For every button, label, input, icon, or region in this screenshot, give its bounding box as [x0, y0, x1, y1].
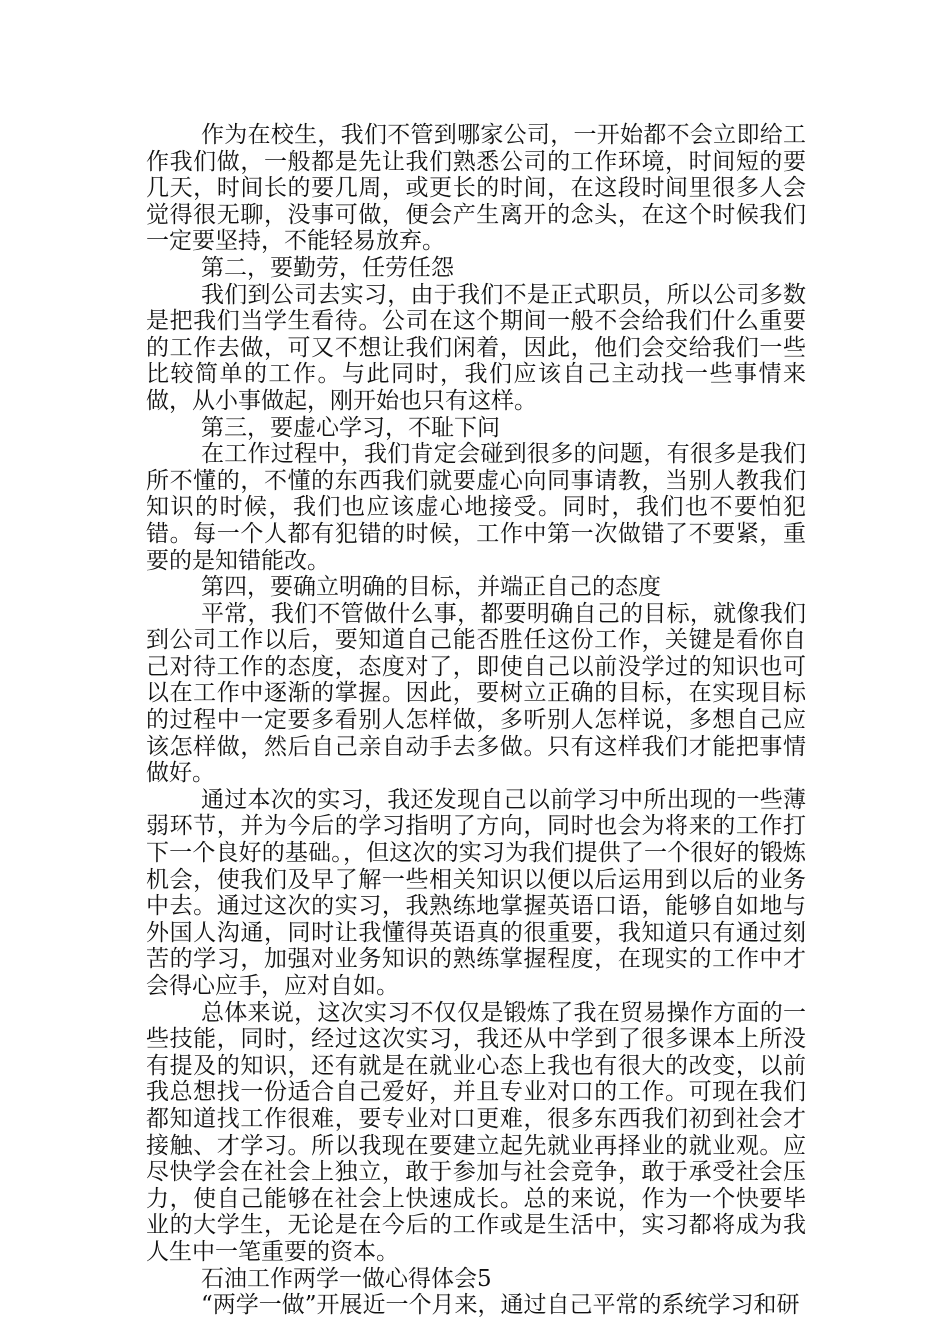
paragraph-body: 总体来说，这次实习不仅仅是锻炼了我在贸易操作方面的一些技能，同时，经过这次实习，我还从中学到了很多课本上所没有提及的知识，还有就是在就业心态上我也有很大的改变，以前我总想找一份适合自己爱好，并且专业对口的工作。可现在我们都知道找工作很难，要专业对口更难，很多东西我们初到社会才接触、才学习。所以我现在要建立起先就业再择业的就业观。应尽快学会在社会上独立，敢于参加与社会竞争，敢于承受社会压力，使自己能够在社会上快速成长。总的来说，作为一个快要毕业的大学生，无论是在今后的工作或是生活中，实习都将成为我人生中一笔重要的资本。 — [146, 999, 806, 1265]
paragraph-heading: 第四，要确立明确的目标，并端正自己的态度 — [201, 574, 661, 601]
document-page — [146, 122, 806, 1319]
paragraph-body: 在工作过程中，我们肯定会碰到很多的问题，有很多是我们所不懂的，不懂的东西我们就要虚心向同事请教，当别人教我们知识的时候，我们也应该虚心地接受。同时，我们也不要怕犯错。每一个人都有犯错的时候，工作中第一次做错了不要紧，重要的是知错能改。 — [146, 441, 806, 574]
section-title: 石油工作两学一做心得体会5 — [201, 1265, 492, 1292]
paragraph-body: 我们到公司去实习，由于我们不是正式职员，所以公司多数是把我们当学生看待。公司在这个期间一般不会给我们什么重要的工作去做，可又不想让我们闲着，因此，他们会交给我们一些比较简单的工作。与此同时，我们应该自己主动找一些事情来做，从小事做起，刚开始也只有这样。 — [146, 281, 806, 414]
paragraph-body: 通过本次的实习，我还发现自己以前学习中所出现的一些薄弱环节，并为今后的学习指明了方向，同时也会为将来的工作打下一个良好的基础。，但这次的实习为我们提供了一个很好的锻炼机会，使我们及早了解一些相关知识以便以后运用到以后的业务中去。通过这次的实习，我熟练地掌握英语口语，能够自如地与外国人沟通，同时让我懂得英语真的很重要，我知道只有通过刻苦的学习，加强对业务知识的熟练掌握程度，在现实的工作中才会得心应手，应对自如。 — [146, 786, 806, 999]
paragraph-heading: 第二，要勤劳，任劳任怨 — [201, 254, 454, 281]
paragraph-body: 平常，我们不管做什么事，都要明确自己的目标，就像我们到公司工作以后，要知道自己能否胜任这份工作，关键是看你自己对待工作的态度，态度对了，即使自己以前没学过的知识也可以在工作中逐渐的掌握。因此，要树立正确的目标，在实现目标的过程中一定要多看别人怎样做，多听别人怎样说，多想自己应该怎样做，然后自己亲自动手去多做。只有这样我们才能把事情做好。 — [146, 600, 806, 787]
paragraph-heading: 第三，要虚心学习，不耻下问 — [201, 414, 500, 441]
paragraph-body: 作为在校生，我们不管到哪家公司，一开始都不会立即给工作我们做，一般都是先让我们熟悉公司的工作环境，时间短的要几天，时间长的要几周，或更长的时间，在这段时间里很多人会觉得很无聊，没事可做，便会产生离开的念头，在这个时候我们一定要坚持，不能轻易放弃。 — [146, 122, 806, 255]
paragraph-body: “两学一做”开展近一个月来，通过自己平常的系统学习和研 — [201, 1292, 800, 1319]
